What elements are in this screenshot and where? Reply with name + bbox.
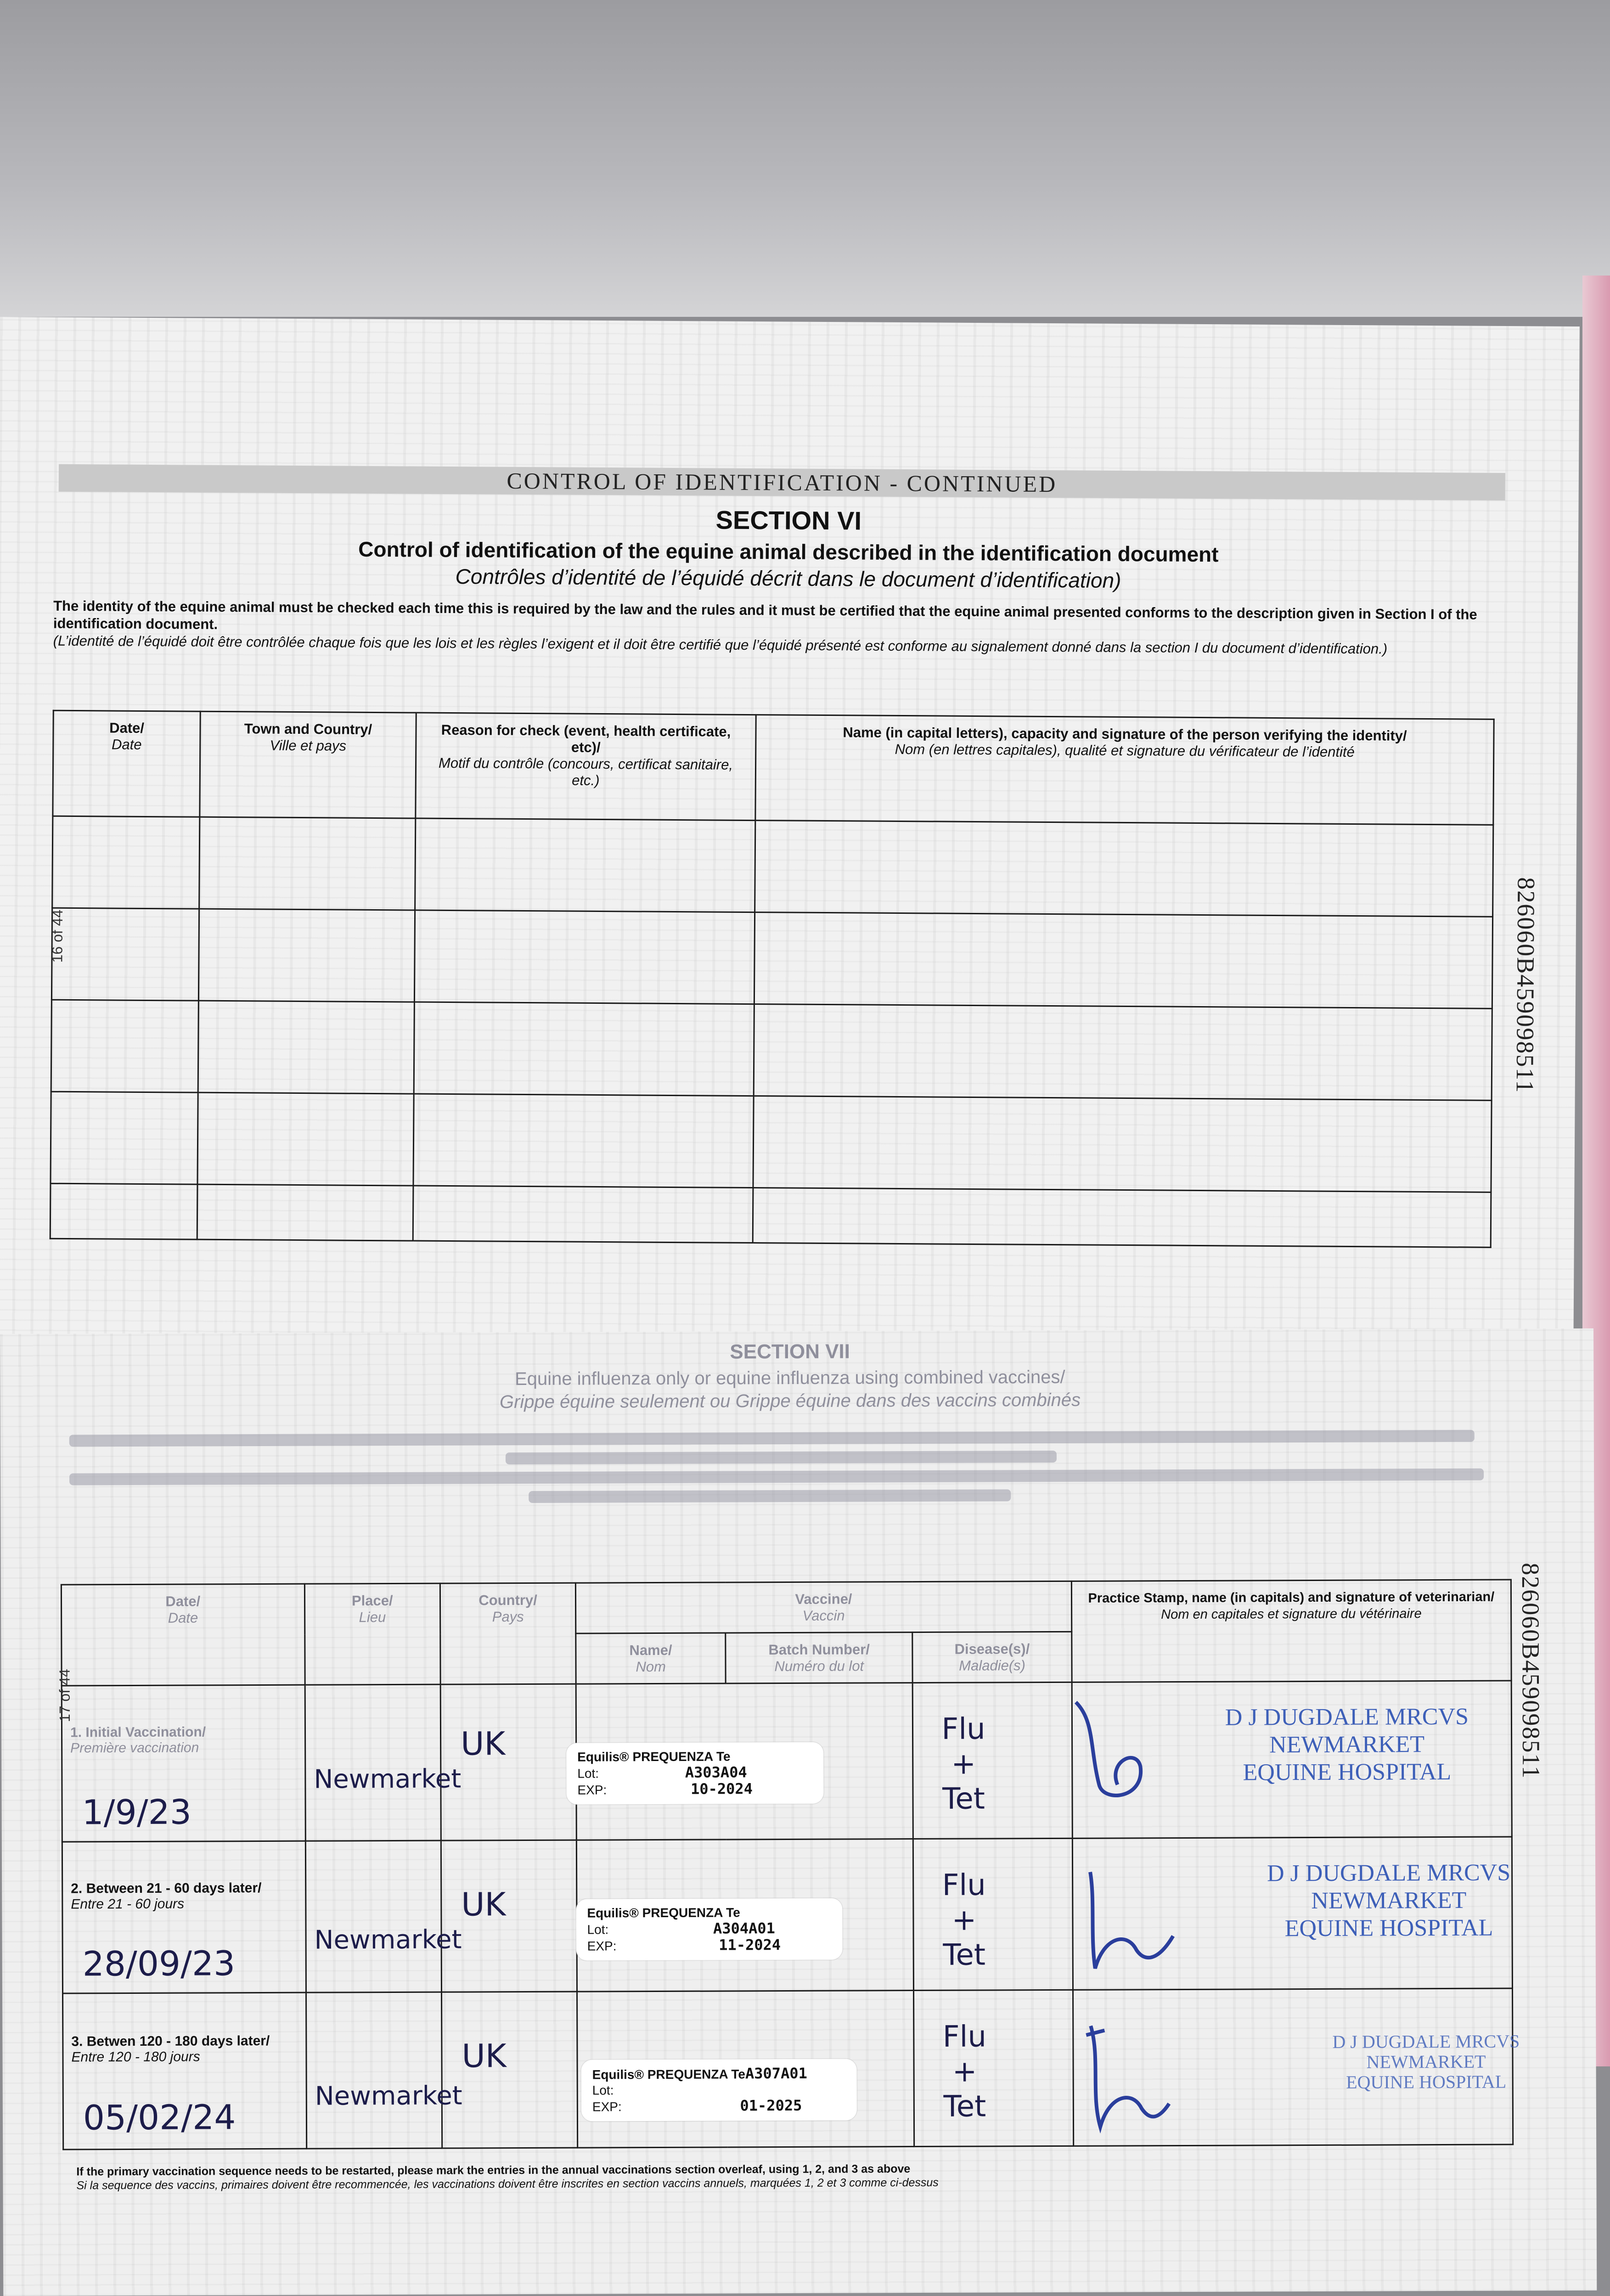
blurred-text-line <box>529 1489 1011 1503</box>
col-vaccine-en: Vaccine/ <box>795 1591 852 1607</box>
disease-plus: + <box>951 1747 976 1781</box>
row-2-place: Newmarket <box>314 1925 462 1955</box>
col-reason-en: Reason for check (event, health certificate, etc)/ <box>441 721 731 756</box>
stamp-practice: EQUINE HOSPITAL <box>1284 1914 1493 1942</box>
row-2-country: UK <box>461 1885 506 1924</box>
blurred-text-line <box>69 1469 1484 1486</box>
row-3-country: UK <box>462 2037 507 2075</box>
col-town-country <box>200 711 416 818</box>
table-row <box>51 1092 1492 1192</box>
table-row <box>51 1000 1492 1100</box>
exp-label: EXP: <box>577 1783 607 1797</box>
col-batch-fr: Numéro du lot <box>774 1658 864 1675</box>
row-1-practice-stamp <box>1205 1703 1490 1787</box>
table-row <box>51 908 1492 1008</box>
row-2-practice-stamp <box>1242 1859 1536 1942</box>
col-date-fr: Date <box>168 1609 198 1626</box>
vaccine-brand: Equilis® PREQUENZA Te <box>577 1749 731 1764</box>
row-1-label <box>70 1724 295 1756</box>
page-17 <box>0 1328 1597 2296</box>
expiry-date: 10-2024 <box>690 1780 753 1798</box>
col-name-en: Name/ <box>629 1642 672 1659</box>
col-verifier <box>755 715 1494 825</box>
expiry-date: 01-2025 <box>740 2096 802 2115</box>
expiry-date: 11-2024 <box>719 1936 781 1954</box>
section-heading-en: Equine influenza only or equine influenza using combined vaccines/ <box>514 1367 1065 1390</box>
footnote-en: If the primary vaccination sequence needs to be restarted, please mark the entries in the annual vaccinations section overleaf, using 1, 2, and 3 as above <box>76 2162 911 2178</box>
row-2-label <box>71 1880 296 1913</box>
stamp-practice: EQUINE HOSPITAL <box>1243 1758 1452 1786</box>
vaccine-brand: Equilis® PREQUENZA Te <box>587 1905 740 1920</box>
col-country <box>440 1583 576 1684</box>
row-3-place: Newmarket <box>315 2081 462 2111</box>
section-heading-en: Control of identification of the equine animal described in the identification document <box>358 537 1219 567</box>
col-vaccine-name <box>576 1633 726 1684</box>
stamp-town: NEWMARKET <box>1366 2051 1486 2072</box>
row-1-vaccine-sticker <box>566 1742 823 1805</box>
col-name-fr: Nom <box>636 1658 666 1675</box>
col-town-fr: Ville et pays <box>270 737 347 754</box>
col-disease <box>912 1632 1072 1683</box>
table-header-row <box>53 710 1494 825</box>
col-reason <box>416 713 756 821</box>
disease-flu: Flu <box>942 1868 986 1902</box>
col-date <box>61 1584 304 1686</box>
table-header-row <box>61 1580 1511 1635</box>
col-place-fr: Lieu <box>359 1609 386 1626</box>
col-batch-en: Batch Number/ <box>768 1641 870 1658</box>
footnote-fr: Si la sequence des vaccins, primaires doivent être recommencée, les vaccinations doivent être inscrites en section vaccins annuels, marquées 1, 2 et 3 comme ci-dessus <box>76 2176 939 2192</box>
blurred-text-line <box>69 1430 1475 1447</box>
row-2-vaccine-sticker <box>576 1898 842 1961</box>
section-title: SECTION VI <box>715 505 862 535</box>
lot-number: A304A01 <box>713 1919 775 1937</box>
row-3-practice-stamp <box>1297 2031 1554 2093</box>
row-2-disease <box>929 1868 999 1973</box>
row-3-vaccine-sticker <box>581 2059 857 2121</box>
lot-label: Lot: <box>587 1922 609 1937</box>
exp-label: EXP: <box>592 2099 622 2114</box>
stamp-name: D J DUGDALE MRCVS <box>1332 2031 1520 2052</box>
stamp-practice: EQUINE HOSPITAL <box>1346 2071 1507 2093</box>
row-1-place: Newmarket <box>314 1764 462 1795</box>
row-1-country: UK <box>460 1725 506 1763</box>
col-date-en: Date/ <box>109 720 145 736</box>
row-1-label-en: 1. Initial Vaccination/ <box>70 1724 206 1740</box>
col-reason-fr: Motif du contrôle (concours, certificat sanitaire, etc.) <box>439 754 733 788</box>
col-vet-en: Practice Stamp, name (in capitals) and signature of veterinarian/ <box>1088 1589 1495 1606</box>
row-1-disease <box>929 1711 998 1817</box>
section-title: SECTION VII <box>730 1340 850 1363</box>
col-vaccine-fr: Vaccin <box>802 1607 845 1624</box>
col-disease-fr: Maladie(s) <box>959 1657 1026 1674</box>
disease-tet: Tet <box>942 1782 985 1816</box>
row-3-label-fr: Entre 120 - 180 jours <box>71 2049 200 2065</box>
section-heading-fr: Grippe équine seulement ou Grippe équine dans des vaccins combinés <box>499 1390 1081 1412</box>
identification-check-table <box>50 710 1495 1248</box>
section-heading-fr: Contrôles d’identité de l’équidé décrit dans le document d’identification) <box>455 564 1121 592</box>
col-date-fr: Date <box>111 736 142 753</box>
row-3-disease <box>930 2019 999 2124</box>
col-place <box>304 1583 440 1685</box>
col-place-en: Place/ <box>351 1593 393 1609</box>
row-2-date: 28/09/23 <box>82 1944 236 1984</box>
row-2-signature <box>1076 1863 1178 1978</box>
col-country-fr: Pays <box>492 1609 524 1625</box>
row-1-signature <box>1067 1693 1159 1812</box>
stamp-name: D J DUGDALE MRCVS <box>1267 1859 1511 1887</box>
disease-tet: Tet <box>943 2089 986 2124</box>
row-2-label-fr: Entre 21 - 60 jours <box>71 1896 185 1912</box>
vaccine-brand: Equilis® PREQUENZA Te <box>592 2067 746 2082</box>
col-town-en: Town and Country/ <box>244 720 372 737</box>
intro-en: The identity of the equine animal must be checked each time this is required by the law and the rules and it must be certified that the equine animal presented conforms to the description given in Section I of the identification document. <box>53 597 1477 632</box>
scanner-background <box>0 0 1610 317</box>
section-banner: CONTROL OF IDENTIFICATION - CONTINUED <box>59 464 1505 501</box>
disease-flu: Flu <box>941 1712 985 1746</box>
table-row <box>50 1183 1491 1247</box>
col-verifier-fr: Nom (en lettres capitales), qualité et signature du vérificateur de l’identité <box>895 741 1355 760</box>
exp-label: EXP: <box>587 1939 617 1953</box>
passport-id: 826060B459098511 <box>1511 877 1540 1094</box>
disease-plus: + <box>952 2054 977 2089</box>
stamp-name: D J DUGDALE MRCVS <box>1225 1703 1469 1731</box>
lot-label: Lot: <box>592 2083 614 2098</box>
row-3-label <box>71 2033 296 2065</box>
col-vet <box>1071 1580 1511 1682</box>
disease-plus: + <box>951 1903 977 1937</box>
row-1-label-fr: Première vaccination <box>70 1740 199 1756</box>
lot-number: A303A04 <box>685 1763 747 1781</box>
stamp-town: NEWMARKET <box>1311 1887 1467 1914</box>
disease-flu: Flu <box>942 2020 987 2054</box>
col-disease-en: Disease(s)/ <box>954 1641 1030 1657</box>
row-3-label-en: 3. Betwen 120 - 180 days later/ <box>71 2033 270 2049</box>
intro-fr: (L’identité de l’équidé doit être contrôlée chaque fois que les lois et les règles l’exigent et il doit être certifié que l’équidé présenté est conforme au signalement donné dans la section I du document d’identification.) <box>53 632 1388 657</box>
row-3-date: 05/02/24 <box>83 2098 236 2138</box>
page-number: 17 of 44 <box>56 1669 73 1722</box>
page-16 <box>0 317 1580 1351</box>
col-batch <box>726 1632 913 1683</box>
lot-label: Lot: <box>577 1766 599 1781</box>
disease-tet: Tet <box>943 1938 986 1972</box>
footnote <box>76 2160 1454 2192</box>
col-vet-fr: Nom en capitales et signature du vétérinaire <box>1161 1606 1422 1622</box>
col-country-en: Country/ <box>478 1592 537 1609</box>
stamp-town: NEWMARKET <box>1269 1731 1425 1758</box>
passport-id: 826060B459098511 <box>1516 1563 1545 1779</box>
col-date-en: Date/ <box>165 1593 201 1609</box>
row-2-label-en: 2. Between 21 - 60 days later/ <box>71 1880 262 1896</box>
col-vaccine <box>576 1581 1072 1633</box>
section-intro <box>53 597 1486 658</box>
row-1-date: 1/9/23 <box>82 1792 191 1833</box>
table-row <box>52 816 1493 917</box>
lot-number: A307A01 <box>745 2064 807 2082</box>
blurred-text-line <box>506 1451 1057 1464</box>
row-3-signature <box>1072 2016 1174 2136</box>
col-verifier-en: Name (in capital letters), capacity and signature of the person verifying the identity/ <box>843 724 1407 744</box>
page-number: 16 of 44 <box>49 909 66 963</box>
col-date <box>53 710 200 817</box>
